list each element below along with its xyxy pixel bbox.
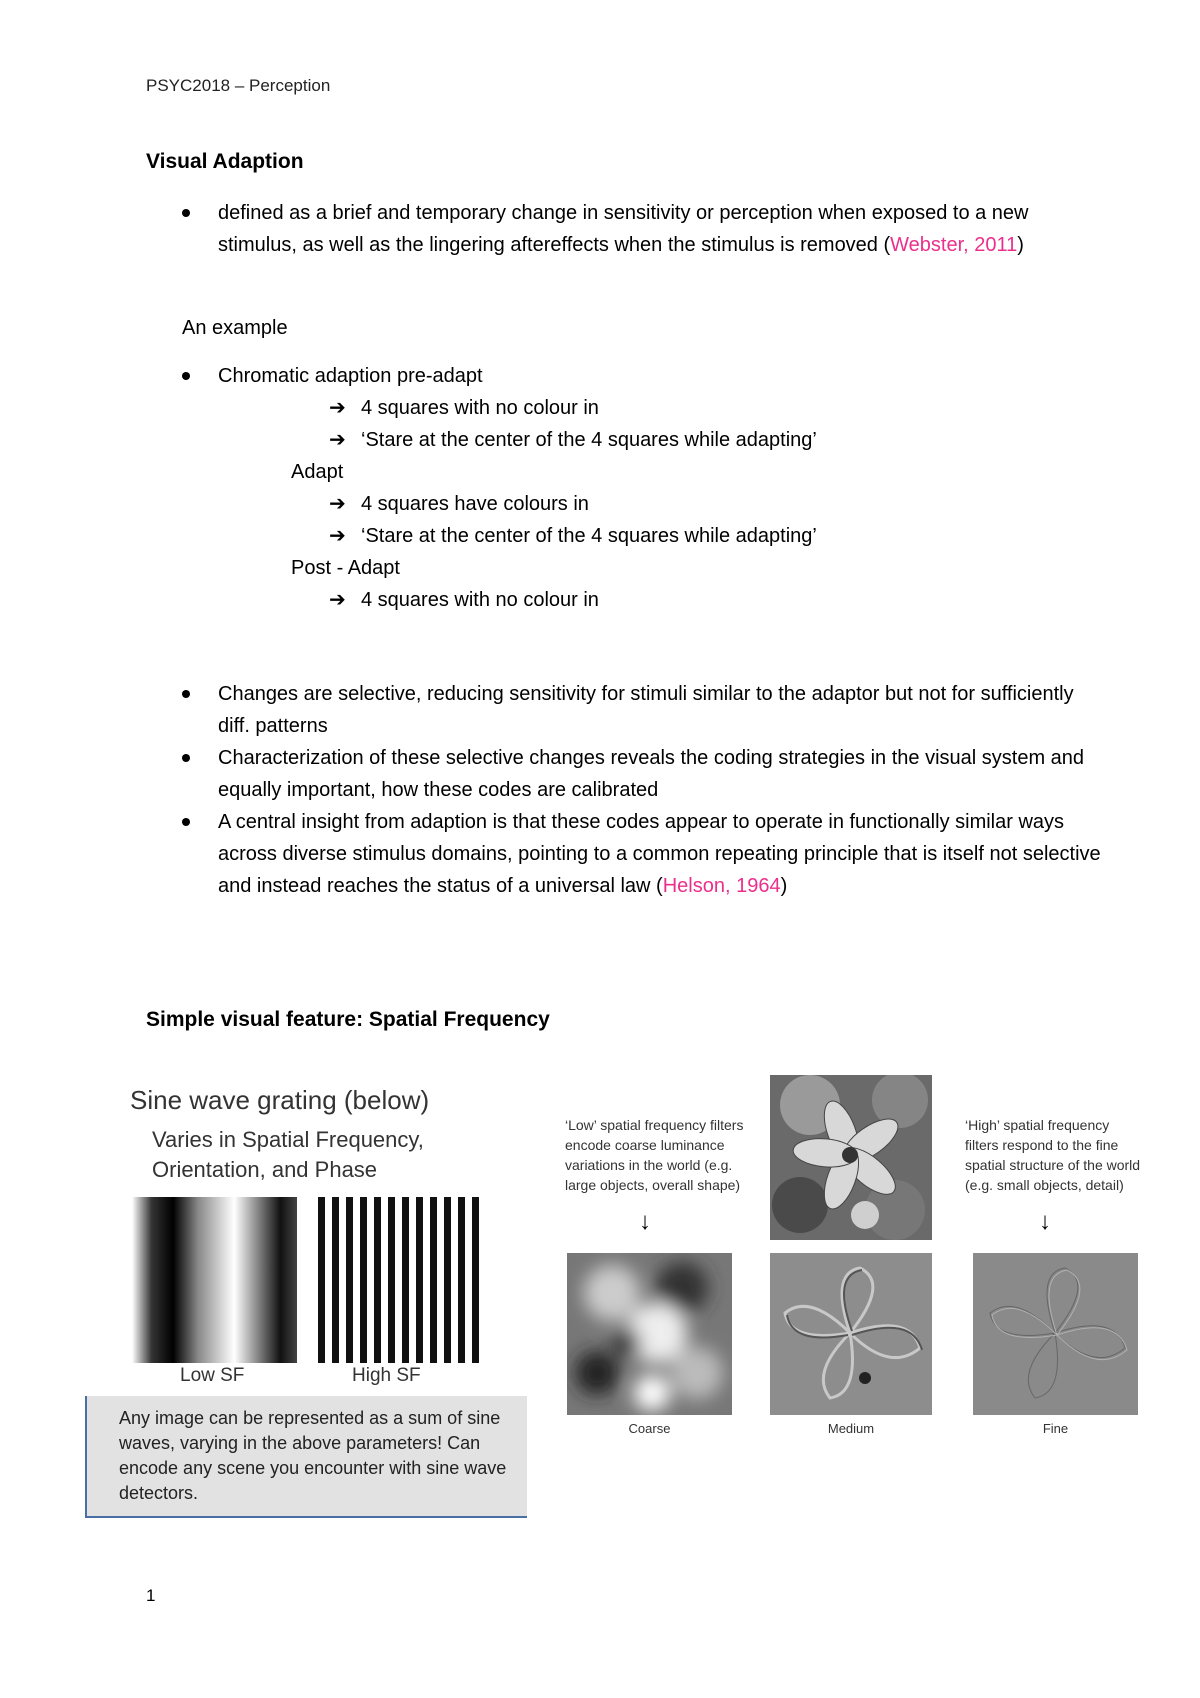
coarse-filtered-image	[567, 1253, 732, 1415]
coarse-label: Coarse	[628, 1421, 671, 1436]
figure-subtitle-2: Orientation, and Phase	[152, 1157, 378, 1182]
points-block	[146, 678, 1106, 902]
definition-bullet	[146, 197, 1106, 261]
pre-adapt-label: Chromatic adaption pre-adapt	[218, 365, 483, 387]
pre-adapt-bullet	[146, 360, 1106, 392]
flower-photo	[770, 1075, 932, 1240]
figure-subtitle-1: Varies in Spatial Frequency,	[152, 1127, 424, 1152]
grating-images	[132, 1197, 484, 1363]
arrow-right-icon: ➔	[329, 493, 346, 515]
bullet-icon	[182, 372, 190, 380]
page-number: 1	[146, 1586, 156, 1605]
example-label: An example	[182, 317, 288, 339]
section-title-visual-adaption: Visual Adaption	[146, 150, 304, 173]
arrow-item: ➔ 4 squares have colours in	[329, 488, 1106, 520]
post-adapt-label: Post - Adapt	[291, 557, 400, 579]
spatial-filter-figure	[555, 1065, 1145, 1445]
arrow-right-icon: ➔	[329, 397, 346, 419]
bullet-icon	[182, 818, 190, 826]
arrow-down-icon: ↓	[639, 1208, 651, 1235]
bullet-icon	[182, 754, 190, 762]
medium-label: Medium	[827, 1421, 875, 1436]
figure-caption-box: Any image can be represented as a sum of sine waves, varying in the above parameters! Can encode any scene you encounter with sine wave detectors.	[85, 1396, 527, 1518]
arrow-right-icon: ➔	[329, 525, 346, 547]
arrow-item: ➔ 4 squares with no colour in	[329, 392, 1106, 424]
medium-filtered-image	[770, 1253, 932, 1415]
fine-filtered-image	[973, 1253, 1138, 1415]
low-sf-grating	[132, 1197, 297, 1363]
definition-close: )	[1017, 234, 1024, 256]
arrow-down-icon: ↓	[1039, 1208, 1051, 1235]
citation-helson: Helson, 1964	[662, 875, 781, 897]
sine-grating-figure	[120, 1075, 500, 1395]
point-bullet: Changes are selective, reducing sensitivity for stimuli similar to the adaptor but not for sufficiently diff. patterns	[146, 678, 1106, 742]
high-sf-grating	[312, 1197, 484, 1363]
adapt-label: Adapt	[291, 461, 344, 483]
definition-text: defined as a brief and temporary change in sensitivity or perception when exposed to a new stimulus, as well as the lingering aftereffects when the stimulus is removed (	[218, 202, 1029, 256]
low-sf-description: ‘Low’ spatial frequency filters encode coarse luminance variations in the world (e.g. large objects, overall shape)	[565, 1117, 744, 1193]
arrow-right-icon: ➔	[329, 589, 346, 611]
point-bullet: Characterization of these selective changes reveals the coding strategies in the visual system and equally important, how these codes are calibrated	[146, 742, 1106, 806]
high-sf-label: High SF	[352, 1365, 421, 1386]
document-header: PSYC2018 – Perception	[146, 76, 331, 95]
example-block	[146, 360, 1106, 616]
low-sf-label: Low SF	[180, 1365, 245, 1386]
bullet-icon	[182, 209, 190, 217]
fine-label: Fine	[1042, 1421, 1069, 1436]
figure-title: Sine wave grating (below)	[130, 1085, 430, 1115]
arrow-item: ➔ ‘Stare at the center of the 4 squares while adapting’	[329, 424, 1106, 456]
arrow-item: ➔ ‘Stare at the center of the 4 squares while adapting’	[329, 520, 1106, 552]
arrow-right-icon: ➔	[329, 429, 346, 451]
bullet-icon	[182, 690, 190, 698]
high-sf-description: ‘High’ spatial frequency filters respond to the fine spatial structure of the world (e.g. small objects, detail)	[965, 1117, 1141, 1193]
section-title-spatial-frequency: Simple visual feature: Spatial Frequency	[146, 1008, 550, 1031]
point-bullet: A central insight from adaption is that these codes appear to operate in functionally similar ways across diverse stimulus domains, pointing to a common repeating principle that is itself not selective and instead reaches the status of a universal law (Helson, 1964)	[146, 806, 1106, 902]
definition-block	[146, 197, 1106, 261]
arrow-item: ➔ 4 squares with no colour in	[329, 584, 1106, 616]
citation-webster: Webster, 2011	[890, 234, 1018, 256]
